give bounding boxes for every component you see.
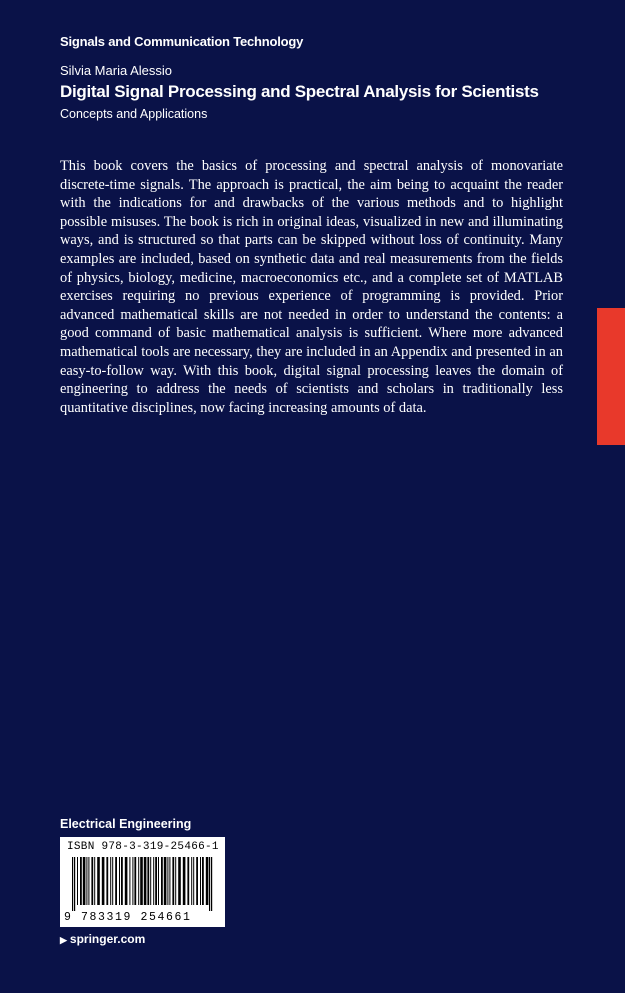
barcode-bar <box>138 857 139 905</box>
barcode-bar <box>121 857 123 905</box>
barcode-bar <box>193 857 194 905</box>
barcode-bar <box>144 857 147 905</box>
barcode-bar <box>115 857 117 905</box>
barcode-panel <box>60 837 225 927</box>
barcode-bar <box>110 857 111 905</box>
barcode-bar <box>164 857 167 905</box>
isbn-number: ISBN 978-3-319-25466-1 <box>67 841 219 853</box>
barcode-bar <box>175 857 176 905</box>
barcode-bar <box>77 857 78 905</box>
barcode-bar <box>88 857 89 905</box>
accent-tab <box>597 308 625 445</box>
barcode-guard-bar <box>72 857 73 911</box>
series-name: Signals and Communication Technology <box>60 34 304 49</box>
barcode-bar <box>191 857 192 905</box>
author-name: Silvia Maria Alessio <box>60 63 172 78</box>
barcode-bar <box>80 857 82 905</box>
barcode-bar <box>97 857 100 905</box>
book-title: Digital Signal Processing and Spectral Analysis for Scientists <box>60 82 539 101</box>
barcode-bar <box>102 857 105 905</box>
arrow-right-icon: ▶ <box>60 935 67 945</box>
barcode-bar <box>150 857 151 905</box>
barcode-bar <box>134 857 136 905</box>
barcode-bar <box>94 857 95 905</box>
barcode-bar <box>202 857 204 905</box>
barcode-bar <box>147 857 149 905</box>
barcode-bar <box>132 857 133 905</box>
barcode-bar <box>129 857 130 905</box>
book-description: This book covers the basics of processing and spectral analysis of monovariate discrete-time signals. The approach is practical, the aim being to acquaint the reader with the indications for and drawbacks of the various methods and to highlight possible misuses. The book is rich in original ideas, visualized in new and illuminating ways, and is structured so that parts can be skipped without loss of continuity. Many examples are included, based on synthetic data and real measurements from the fields of physics, biology, medicine, macroeconomics etc., and a complete set of MATLAB exercises requiring no previous experience of programming is provided. Prior advanced mathematical skills are not needed in order to understand the contents: a good command of basic mathematical analysis is sufficient. Where more advanced mathematical tools are necessary, they are included in an Appendix and presented in an easy-to-follow way. With this book, digital signal processing leaves the domain of engineering to address the needs of scientists and scholars in traditionally less quantitative disciplines, now facing increasing amounts of data. <box>60 158 563 416</box>
book-subtitle: Concepts and Applications <box>60 107 208 121</box>
subject-category: Electrical Engineering <box>60 817 192 831</box>
barcode-bar <box>206 857 209 905</box>
barcode-bar <box>183 857 186 905</box>
barcode-bar <box>112 857 113 905</box>
barcode-bar <box>91 857 93 905</box>
barcode-bar <box>106 857 108 905</box>
barcode-bar <box>86 857 87 905</box>
publisher-website[interactable] <box>60 932 145 946</box>
barcode-bar <box>167 857 168 905</box>
barcode-guard-bar <box>209 857 210 911</box>
website-label: springer.com <box>69 932 146 946</box>
barcode-bar <box>158 857 159 905</box>
barcode-number: 9 783319 254661 <box>64 911 192 924</box>
barcode-bar <box>172 857 174 905</box>
barcode <box>70 857 215 911</box>
barcode-bar <box>125 857 128 905</box>
barcode-bar <box>169 857 170 905</box>
barcode-bar <box>178 857 181 905</box>
barcode-bar <box>153 857 154 905</box>
barcode-bar <box>196 857 198 905</box>
barcode-bar <box>161 857 163 905</box>
barcode-bar <box>155 857 157 905</box>
barcode-bar <box>119 857 120 905</box>
barcode-guard-bar <box>74 857 75 911</box>
barcode-guard-bar <box>211 857 212 911</box>
barcode-bar <box>140 857 143 905</box>
barcode-bar <box>187 857 189 905</box>
barcode-bar <box>83 857 86 905</box>
barcode-bar <box>200 857 201 905</box>
